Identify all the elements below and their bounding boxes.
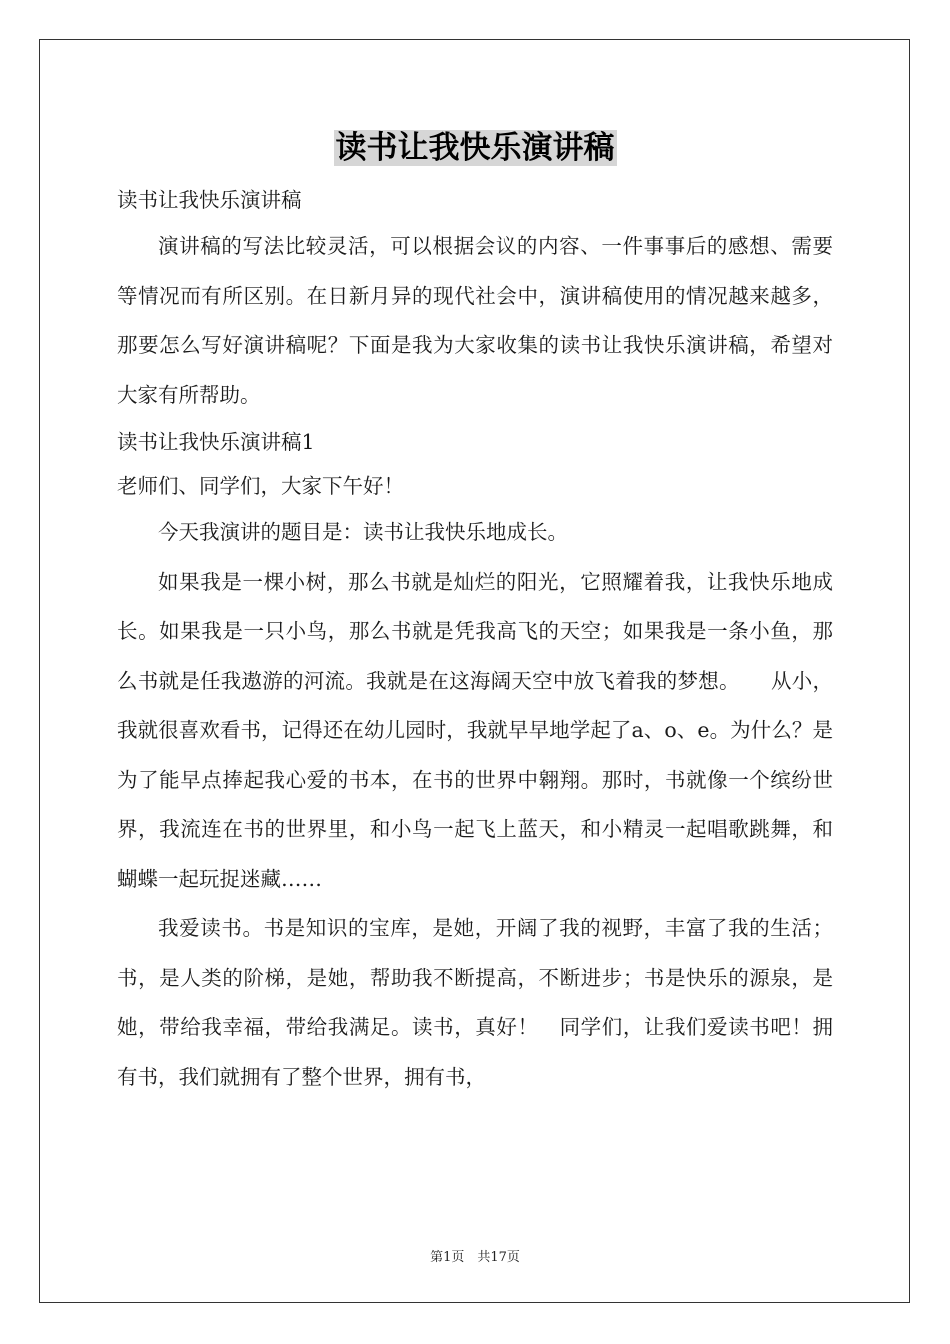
paragraph-body-1: 如果我是一棵小树，那么书就是灿烂的阳光，它照耀着我，让我快乐地成长。如果我是一只小鸟，那么书就是凭我高飞的天空；如果我是一条小鱼，那么书就是任我遨游的河流。我就是在这海阔天空中放飞着我的梦想。 从小，我就很喜欢看书，记得还在幼儿园时，我就早早地学起了a、o、e。为什么？是为了能早点捧起我心爱的书本，在书的世界中翱翔。那时，书就像一个缤纷世界，我流连在书的世界里，和小鸟一起飞上蓝天，和小精灵一起唱歌跳舞，和蝴蝶一起玩捉迷藏……	[117, 569, 833, 891]
document-body	[117, 178, 833, 1102]
paragraph-topic: 今天我演讲的题目是：读书让我快乐地成长。	[158, 520, 568, 544]
paragraph-body-2: 我爱读书。书是知识的宝库，是她，开阔了我的视野，丰富了我的生活；书，是人类的阶梯，是她，帮助我不断提高，不断进步；书是快乐的源泉，是她，带给我幸福，带给我满足。读书，真好！ 同学们，让我们爱读书吧！拥有书，我们就拥有了整个世界，拥有书，	[117, 916, 833, 1089]
page-footer	[0, 1246, 950, 1265]
document-title-text: 读书让我快乐演讲稿	[335, 130, 615, 166]
paragraph-greeting: 老师们、同学们，大家下午好！	[117, 474, 404, 498]
paragraph-subtitle: 读书让我快乐演讲稿	[117, 188, 302, 212]
page-number-label: 第1页 共17页	[430, 1250, 520, 1265]
paragraph-section-heading: 读书让我快乐演讲稿1	[117, 430, 315, 454]
document-title	[0, 128, 950, 168]
paragraph-intro: 演讲稿的写法比较灵活，可以根据会议的内容、一件事事后的感想、需要等情况而有所区别。在日新月异的现代社会中，演讲稿使用的情况越来越多，那要怎么写好演讲稿呢？下面是我为大家收集的读书让我快乐演讲稿，希望对大家有所帮助。	[117, 234, 833, 407]
